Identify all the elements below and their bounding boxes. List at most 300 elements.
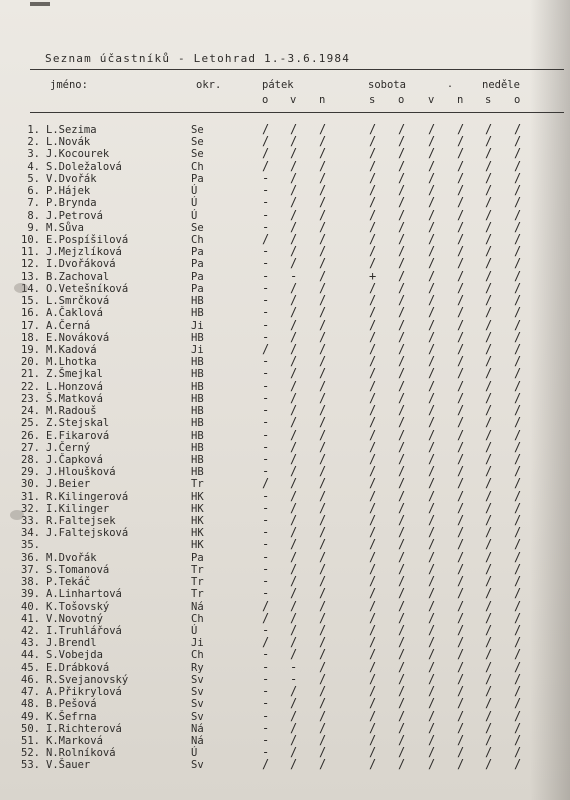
attendance-mark: /	[485, 696, 493, 711]
participant-name: E.Drábková	[46, 661, 110, 674]
attendance-mark: /	[319, 390, 327, 405]
participant-district: Sv	[191, 673, 204, 686]
participant-name: K.Šefrna	[46, 710, 97, 723]
attendance-mark: /	[319, 305, 327, 320]
attendance-mark: /	[457, 268, 465, 283]
attendance-mark: /	[514, 659, 522, 674]
attendance-mark: /	[428, 207, 436, 222]
attendance-mark: /	[369, 757, 377, 772]
participant-name: I.Dvořáková	[46, 258, 116, 271]
participant-number: 49.	[21, 710, 40, 723]
participant-name: R.Svejanovský	[46, 673, 129, 686]
participant-number: 23.	[21, 392, 40, 405]
participant-district: Ji	[191, 637, 204, 650]
attendance-mark: /	[398, 708, 406, 723]
attendance-mark: /	[428, 586, 436, 601]
participant-district: HB	[191, 307, 204, 320]
participant-name: I.Kilinger	[46, 502, 110, 515]
attendance-mark: /	[290, 549, 298, 564]
attendance-mark: /	[514, 219, 522, 234]
attendance-mark: /	[457, 464, 465, 479]
participant-district: Se	[191, 148, 204, 161]
attendance-mark: /	[319, 745, 327, 760]
attendance-mark: -	[262, 256, 270, 271]
attendance-mark: /	[290, 378, 298, 393]
attendance-mark: /	[319, 598, 327, 613]
attendance-mark: /	[457, 757, 465, 772]
attendance-mark: /	[369, 733, 377, 747]
attendance-mark: /	[485, 415, 493, 430]
participant-name: Z.Šmejkal	[46, 368, 103, 381]
attendance-mark: /	[398, 122, 406, 136]
attendance-mark: /	[319, 476, 327, 491]
attendance-mark: /	[398, 549, 406, 564]
attendance-mark: -	[262, 488, 270, 503]
attendance-mark: /	[369, 513, 377, 528]
attendance-mark: /	[398, 158, 406, 173]
attendance-mark: /	[319, 427, 327, 442]
participant-number: 22.	[21, 380, 40, 393]
participant-number: 53.	[21, 759, 40, 772]
attendance-mark: /	[428, 317, 436, 332]
attendance-mark: /	[319, 158, 327, 173]
participant-number: 37.	[21, 563, 40, 576]
attendance-mark: /	[262, 158, 270, 173]
attendance-mark: /	[457, 733, 465, 747]
attendance-mark: /	[290, 183, 298, 198]
attendance-mark: /	[457, 329, 465, 344]
attendance-mark: -	[262, 317, 270, 332]
participant-district: Sv	[191, 698, 204, 711]
attendance-mark: /	[398, 317, 406, 332]
attendance-mark: /	[262, 757, 270, 772]
participant-number: 11.	[21, 246, 40, 259]
attendance-mark: /	[398, 354, 406, 369]
participant-number: 34.	[21, 527, 40, 540]
attendance-mark: /	[290, 427, 298, 442]
participant-name: A.Černá	[46, 319, 91, 332]
attendance-mark: /	[319, 549, 327, 564]
attendance-mark: /	[514, 647, 522, 662]
attendance-mark: /	[319, 366, 327, 381]
attendance-mark: /	[290, 341, 298, 356]
attendance-mark: -	[262, 659, 270, 674]
attendance-mark: /	[369, 684, 377, 699]
attendance-mark: /	[398, 488, 406, 503]
participant-district: HB	[191, 453, 204, 466]
attendance-mark: /	[514, 170, 522, 185]
attendance-mark: /	[398, 268, 406, 283]
participant-name: E.Fikarová	[46, 429, 110, 442]
attendance-mark: /	[398, 329, 406, 344]
attendance-mark: /	[290, 757, 298, 772]
participant-district: Ry	[191, 661, 204, 674]
attendance-mark: /	[485, 610, 493, 625]
attendance-mark: /	[428, 146, 436, 161]
attendance-mark: /	[514, 745, 522, 760]
attendance-mark: /	[319, 329, 327, 344]
attendance-mark: /	[428, 256, 436, 271]
attendance-mark: /	[319, 403, 327, 418]
attendance-mark: /	[369, 341, 377, 356]
attendance-mark: /	[428, 635, 436, 650]
attendance-mark: /	[485, 219, 493, 234]
attendance-mark: -	[290, 268, 298, 283]
attendance-mark: /	[514, 757, 522, 772]
attendance-mark: /	[290, 366, 298, 381]
attendance-mark: /	[485, 122, 493, 136]
attendance-mark: /	[457, 647, 465, 662]
attendance-mark: /	[514, 635, 522, 650]
participant-name: L.Honzová	[46, 380, 103, 393]
attendance-mark: /	[457, 231, 465, 246]
attendance-mark: +	[369, 268, 377, 283]
attendance-mark: /	[319, 696, 327, 711]
attendance-mark: -	[262, 219, 270, 234]
attendance-mark: /	[398, 684, 406, 699]
header-sunday: neděle	[482, 79, 520, 91]
participant-name: E.Pospíšilová	[46, 233, 129, 246]
attendance-mark: /	[457, 293, 465, 308]
participant-name: A.Čaklová	[46, 307, 103, 320]
participant-name: J.Brendl	[46, 637, 97, 650]
attendance-mark: /	[398, 451, 406, 466]
participant-number: 20.	[21, 356, 40, 369]
attendance-mark: /	[485, 684, 493, 699]
participant-number: 48.	[21, 698, 40, 711]
attendance-mark: /	[290, 158, 298, 173]
participant-number: 40.	[21, 600, 40, 613]
attendance-mark: /	[290, 244, 298, 259]
attendance-mark: -	[262, 647, 270, 662]
attendance-mark: /	[457, 439, 465, 454]
attendance-mark: /	[514, 549, 522, 564]
participant-name: P.Hájek	[46, 185, 91, 198]
participant-number: 46.	[21, 673, 40, 686]
attendance-mark: -	[262, 623, 270, 638]
attendance-mark: /	[369, 305, 377, 320]
attendance-mark: /	[369, 158, 377, 173]
attendance-mark: /	[319, 439, 327, 454]
attendance-mark: /	[262, 635, 270, 650]
attendance-mark: /	[290, 354, 298, 369]
attendance-mark: /	[514, 574, 522, 589]
attendance-mark: /	[485, 244, 493, 259]
attendance-mark: -	[262, 403, 270, 418]
attendance-mark: /	[428, 231, 436, 246]
attendance-mark: -	[262, 305, 270, 320]
attendance-mark: /	[485, 158, 493, 173]
attendance-mark: /	[457, 525, 465, 540]
attendance-mark: /	[369, 464, 377, 479]
attendance-mark: /	[457, 708, 465, 723]
attendance-mark: /	[319, 537, 327, 552]
participant-name: A.Přikrylová	[46, 686, 122, 699]
participant-number: 1.	[27, 124, 40, 136]
attendance-mark: /	[369, 293, 377, 308]
attendance-mark: /	[485, 671, 493, 686]
attendance-mark: -	[262, 207, 270, 222]
attendance-mark: /	[457, 513, 465, 528]
participant-district: HB	[191, 441, 204, 454]
attendance-mark: /	[485, 207, 493, 222]
attendance-mark: /	[457, 684, 465, 699]
attendance-mark: /	[290, 219, 298, 234]
participant-district: Pa	[191, 246, 204, 259]
attendance-mark: /	[319, 378, 327, 393]
participant-district: HB	[191, 356, 204, 369]
attendance-mark: /	[514, 500, 522, 515]
attendance-mark: /	[428, 305, 436, 320]
attendance-mark: /	[514, 256, 522, 271]
attendance-mark: /	[457, 207, 465, 222]
participant-name: Š.Matková	[46, 392, 103, 405]
participant-district: Se	[191, 221, 204, 234]
attendance-mark: /	[369, 195, 377, 210]
attendance-mark: /	[262, 341, 270, 356]
attendance-mark: /	[369, 403, 377, 418]
attendance-mark: /	[262, 122, 270, 136]
attendance-mark: /	[290, 574, 298, 589]
attendance-mark: /	[514, 195, 522, 210]
participant-name: M.Radouš	[46, 405, 97, 418]
attendance-mark: /	[290, 439, 298, 454]
attendance-mark: /	[369, 366, 377, 381]
attendance-mark: /	[398, 207, 406, 222]
attendance-mark: -	[262, 525, 270, 540]
attendance-mark: /	[485, 476, 493, 491]
attendance-mark: /	[398, 219, 406, 234]
attendance-mark: /	[514, 317, 522, 332]
participant-number: 15.	[21, 295, 40, 308]
attendance-mark: /	[457, 366, 465, 381]
participant-number: 16.	[21, 307, 40, 320]
attendance-mark: /	[290, 195, 298, 210]
attendance-mark: /	[290, 610, 298, 625]
attendance-mark: /	[398, 415, 406, 430]
attendance-mark: /	[290, 586, 298, 601]
attendance-mark: /	[398, 659, 406, 674]
attendance-mark: /	[290, 696, 298, 711]
attendance-mark: /	[369, 451, 377, 466]
participant-name: R.Faltejsek	[46, 515, 116, 528]
attendance-mark: /	[319, 623, 327, 638]
participant-name: I.Richterová	[46, 722, 122, 735]
attendance-mark: -	[262, 684, 270, 699]
attendance-mark: /	[428, 733, 436, 747]
participant-name: V.Novotný	[46, 612, 103, 625]
participant-district: HB	[191, 331, 204, 344]
attendance-mark: /	[428, 610, 436, 625]
attendance-mark: /	[428, 708, 436, 723]
attendance-mark: /	[398, 293, 406, 308]
attendance-mark: /	[369, 720, 377, 735]
attendance-mark: -	[262, 378, 270, 393]
attendance-mark: /	[514, 451, 522, 466]
attendance-mark: /	[457, 610, 465, 625]
attendance-mark: /	[485, 256, 493, 271]
attendance-mark: /	[514, 561, 522, 576]
attendance-mark: /	[485, 623, 493, 638]
attendance-mark: /	[514, 366, 522, 381]
attendance-mark: /	[398, 586, 406, 601]
attendance-mark: -	[262, 696, 270, 711]
sub-header-v: v	[428, 94, 435, 106]
participant-name: S.Vobejda	[46, 649, 103, 662]
participant-district: Se	[191, 136, 204, 149]
attendance-mark: /	[485, 720, 493, 735]
participant-name: V.Dvořák	[46, 172, 97, 185]
participant-name: I.Truhlářová	[46, 625, 122, 638]
attendance-mark: /	[514, 733, 522, 747]
attendance-mark: /	[319, 635, 327, 650]
attendance-mark: /	[457, 488, 465, 503]
participant-number: 17.	[21, 319, 40, 332]
attendance-mark: /	[514, 341, 522, 356]
attendance-mark: /	[428, 354, 436, 369]
participant-number: 2.	[27, 136, 40, 149]
attendance-mark: /	[457, 158, 465, 173]
participant-number: 25.	[21, 417, 40, 430]
participant-number: 18.	[21, 331, 40, 344]
attendance-mark: /	[319, 354, 327, 369]
attendance-mark: /	[290, 598, 298, 613]
attendance-mark: /	[457, 659, 465, 674]
attendance-mark: /	[428, 574, 436, 589]
attendance-mark: /	[369, 378, 377, 393]
attendance-mark: /	[514, 537, 522, 552]
attendance-mark: /	[514, 525, 522, 540]
attendance-mark: /	[319, 195, 327, 210]
participant-number: 51.	[21, 735, 40, 747]
attendance-mark: /	[428, 659, 436, 674]
participant-number: 39.	[21, 588, 40, 601]
attendance-mark: /	[457, 317, 465, 332]
attendance-mark: /	[457, 305, 465, 320]
attendance-mark: /	[428, 598, 436, 613]
participant-district: HB	[191, 368, 204, 381]
attendance-mark: /	[457, 378, 465, 393]
attendance-mark: /	[514, 623, 522, 638]
attendance-mark: /	[398, 146, 406, 161]
attendance-mark: /	[428, 525, 436, 540]
attendance-mark: /	[398, 733, 406, 747]
attendance-mark: /	[428, 684, 436, 699]
attendance-mark: /	[485, 561, 493, 576]
attendance-mark: /	[398, 598, 406, 613]
attendance-mark: /	[457, 219, 465, 234]
attendance-mark: /	[428, 268, 436, 283]
attendance-mark: /	[485, 464, 493, 479]
attendance-mark: /	[514, 696, 522, 711]
attendance-mark: /	[369, 427, 377, 442]
attendance-mark: /	[485, 195, 493, 210]
participant-number: 35.	[21, 539, 40, 552]
participant-district: Sv	[191, 759, 204, 772]
attendance-mark: /	[398, 500, 406, 515]
participant-district: Ná	[191, 722, 204, 735]
header-rule	[30, 112, 564, 113]
attendance-mark: -	[290, 659, 298, 674]
participant-number: 43.	[21, 637, 40, 650]
attendance-mark: /	[369, 586, 377, 601]
attendance-mark: /	[485, 537, 493, 552]
attendance-mark: /	[369, 525, 377, 540]
attendance-mark: /	[319, 219, 327, 234]
attendance-mark: /	[369, 537, 377, 552]
attendance-mark: /	[514, 207, 522, 222]
participant-name: L.Sezima	[46, 124, 97, 136]
participant-number: 21.	[21, 368, 40, 381]
participant-number: 50.	[21, 722, 40, 735]
attendance-mark: /	[428, 427, 436, 442]
attendance-mark: /	[457, 623, 465, 638]
attendance-mark: /	[290, 317, 298, 332]
participant-number: 47.	[21, 686, 40, 699]
participant-name: J.Petrová	[46, 209, 103, 222]
attendance-mark: /	[514, 513, 522, 528]
attendance-mark: /	[369, 671, 377, 686]
attendance-mark: /	[428, 415, 436, 430]
attendance-mark: /	[514, 708, 522, 723]
attendance-mark: /	[290, 525, 298, 540]
attendance-mark: -	[262, 537, 270, 552]
participant-district: Tr	[191, 588, 204, 601]
participant-number: 10.	[21, 233, 40, 246]
participant-number: 31.	[21, 490, 40, 503]
participant-district: Pa	[191, 172, 204, 185]
attendance-mark: /	[369, 561, 377, 576]
participant-number: 12.	[21, 258, 40, 271]
attendance-mark: /	[428, 378, 436, 393]
attendance-mark: /	[457, 183, 465, 198]
attendance-mark: /	[457, 720, 465, 735]
attendance-mark: /	[369, 244, 377, 259]
attendance-mark: /	[457, 256, 465, 271]
attendance-mark: /	[319, 720, 327, 735]
attendance-mark: /	[369, 549, 377, 564]
attendance-mark: /	[369, 329, 377, 344]
participant-name: L.Novák	[46, 136, 91, 149]
attendance-mark: /	[319, 513, 327, 528]
attendance-mark: /	[319, 183, 327, 198]
header-saturday: sobota	[368, 79, 406, 91]
attendance-mark: /	[514, 439, 522, 454]
participant-name: P.Brynda	[46, 197, 97, 210]
attendance-mark: /	[485, 574, 493, 589]
attendance-mark: -	[262, 183, 270, 198]
attendance-mark: /	[485, 293, 493, 308]
attendance-mark: /	[457, 561, 465, 576]
participant-name: M.Kadová	[46, 343, 97, 356]
attendance-mark: /	[428, 488, 436, 503]
attendance-mark: /	[319, 561, 327, 576]
participant-name: J.Kocourek	[46, 148, 110, 161]
punch-hole	[10, 510, 24, 520]
attendance-mark: /	[457, 574, 465, 589]
participant-name: L.Smrčková	[46, 295, 110, 308]
attendance-mark: /	[398, 366, 406, 381]
attendance-mark: /	[398, 427, 406, 442]
attendance-mark: /	[428, 170, 436, 185]
attendance-mark: /	[369, 256, 377, 271]
attendance-mark: /	[514, 244, 522, 259]
attendance-mark: /	[428, 158, 436, 173]
attendance-mark: /	[319, 207, 327, 222]
participant-name: B.Zachoval	[46, 270, 110, 283]
attendance-mark: /	[398, 183, 406, 198]
attendance-mark: -	[262, 708, 270, 723]
